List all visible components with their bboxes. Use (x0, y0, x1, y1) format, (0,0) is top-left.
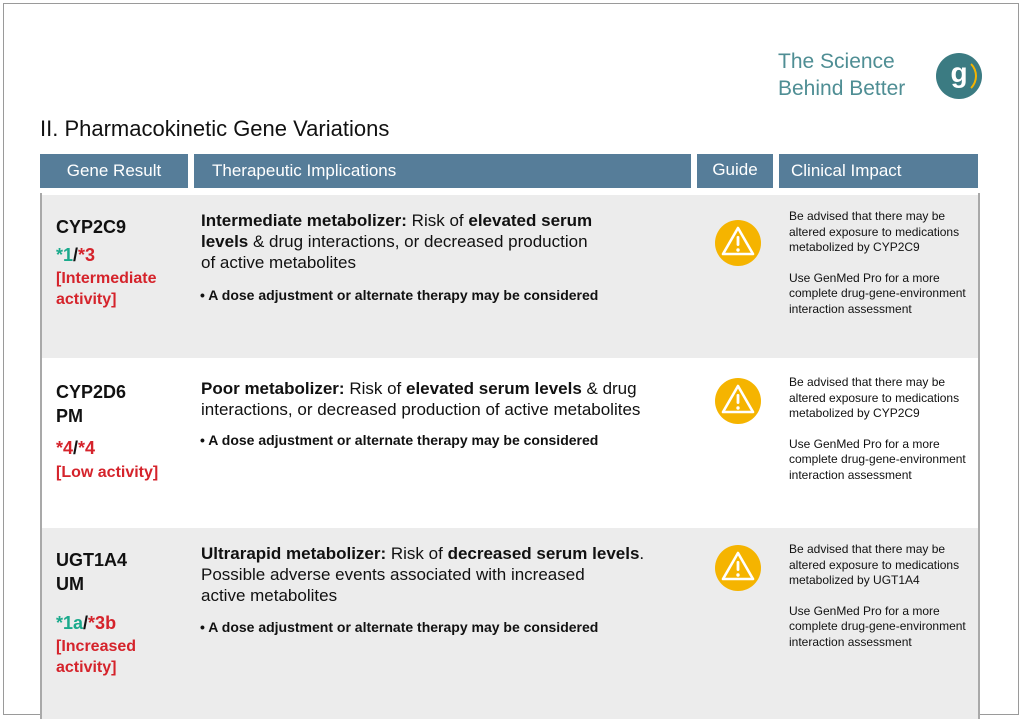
activity-label (56, 462, 158, 483)
ther-text-part: Risk of (406, 211, 469, 230)
allele-a: *1a (56, 613, 84, 633)
clinical-note: Use GenMed Pro for a more complete drug-gene-environment interaction assessment (789, 436, 966, 482)
activity-line-2: activity] (56, 291, 117, 308)
therapeutic-text (201, 378, 701, 420)
allele-result (56, 613, 116, 634)
gene-name: CYP2C9 (56, 217, 127, 237)
ther-text-part: & drug interactions, or decreased production (248, 232, 588, 251)
allele-a: *4 (56, 438, 74, 458)
therapeutic-text (201, 210, 691, 273)
header-guide: Guide (697, 154, 773, 188)
ther-emphasis: elevated serum levels (406, 379, 582, 398)
recommendation-text: A dose adjustment or alternate therapy may be considered (208, 287, 599, 303)
clinical-impact (789, 375, 969, 483)
recommendation-bullet: • A dose adjustment or alternate therapy may be considered (200, 432, 599, 448)
logo-letter: g (950, 57, 968, 88)
gene-name (56, 548, 127, 596)
brand-logo (936, 53, 982, 99)
activity-label (56, 636, 136, 678)
activity-line-1: [Intermediate (56, 270, 157, 287)
warning-icon (714, 377, 762, 425)
ther-emphasis: decreased serum levels (447, 544, 640, 563)
ther-text-part: Risk of (344, 379, 406, 398)
recommendation-text: A dose adjustment or alternate therapy may be considered (208, 619, 599, 635)
recommendation-bullet: • A dose adjustment or alternate therapy may be considered (200, 619, 599, 635)
ther-emphasis: elevated serum (468, 211, 593, 230)
ther-text-part: active metabolites (201, 586, 338, 605)
activity-line-1: [Low activity] (56, 464, 159, 481)
ther-emphasis: levels (201, 232, 249, 251)
allele-separator: / (73, 438, 79, 458)
header-therapeutic-implications: Therapeutic Implications (194, 154, 691, 188)
gene-name (56, 380, 126, 428)
warning-icon (714, 544, 762, 592)
allele-b: *4 (78, 438, 96, 458)
activity-label (56, 268, 156, 310)
clinical-note: Use GenMed Pro for a more complete drug-gene-environment interaction assessment (789, 603, 966, 649)
ther-text-part: of active metabolites (201, 253, 356, 272)
ther-text-part: & drug (581, 379, 637, 398)
gene-line-1: CYP2D6 (56, 382, 127, 402)
warning-icon (714, 219, 762, 267)
phenotype-label: Intermediate metabolizer: (201, 211, 407, 230)
table-row (42, 528, 978, 719)
table-row (42, 195, 978, 358)
section-title: II. Pharmacokinetic Gene Variations (40, 116, 390, 141)
ther-text-part: . (639, 544, 645, 563)
clinical-note: Be advised that there may be altered exposure to medications metabolized by UGT1A4 (789, 542, 960, 587)
allele-b: *3 (78, 245, 96, 265)
header-gene-result: Gene Result (40, 154, 188, 188)
allele-b: *3b (88, 613, 117, 633)
allele-result (56, 245, 95, 266)
recommendation-text: A dose adjustment or alternate therapy may be considered (208, 432, 599, 448)
header-clinical-impact: Clinical Impact (779, 154, 978, 188)
allele-separator: / (73, 245, 79, 265)
phenotype-label: Ultrarapid metabolizer: (201, 544, 387, 563)
allele-a: *1 (56, 245, 74, 265)
allele-separator: / (83, 613, 89, 633)
clinical-impact (789, 209, 969, 317)
clinical-note: Be advised that there may be altered exposure to medications metabolized by CYP2C9 (789, 209, 960, 254)
allele-result (56, 438, 95, 459)
table-row (42, 358, 978, 526)
therapeutic-text (201, 543, 691, 606)
gene-line-2: UM (56, 574, 84, 594)
ther-text-part: Risk of (386, 544, 448, 563)
brand-line-2: Behind Better (778, 77, 906, 100)
recommendation-bullet: • A dose adjustment or alternate therapy may be considered (200, 287, 599, 303)
gene-line-2: PM (56, 406, 83, 426)
brand-line-1: The Science (778, 50, 895, 73)
clinical-note: Use GenMed Pro for a more complete drug-gene-environment interaction assessment (789, 270, 966, 316)
ther-text-part: Possible adverse events associated with increased (201, 565, 585, 584)
clinical-note: Be advised that there may be altered exposure to medications metabolized by CYP2C9 (789, 375, 960, 420)
ther-text-part: interactions, or decreased production of active metabolites (201, 400, 641, 419)
gene-line-1: UGT1A4 (56, 550, 128, 570)
activity-line-1: [Increased (56, 638, 137, 655)
phenotype-label: Poor metabolizer: (201, 379, 345, 398)
clinical-impact (789, 542, 969, 650)
activity-line-2: activity] (56, 659, 117, 676)
brand-tagline (778, 48, 905, 102)
